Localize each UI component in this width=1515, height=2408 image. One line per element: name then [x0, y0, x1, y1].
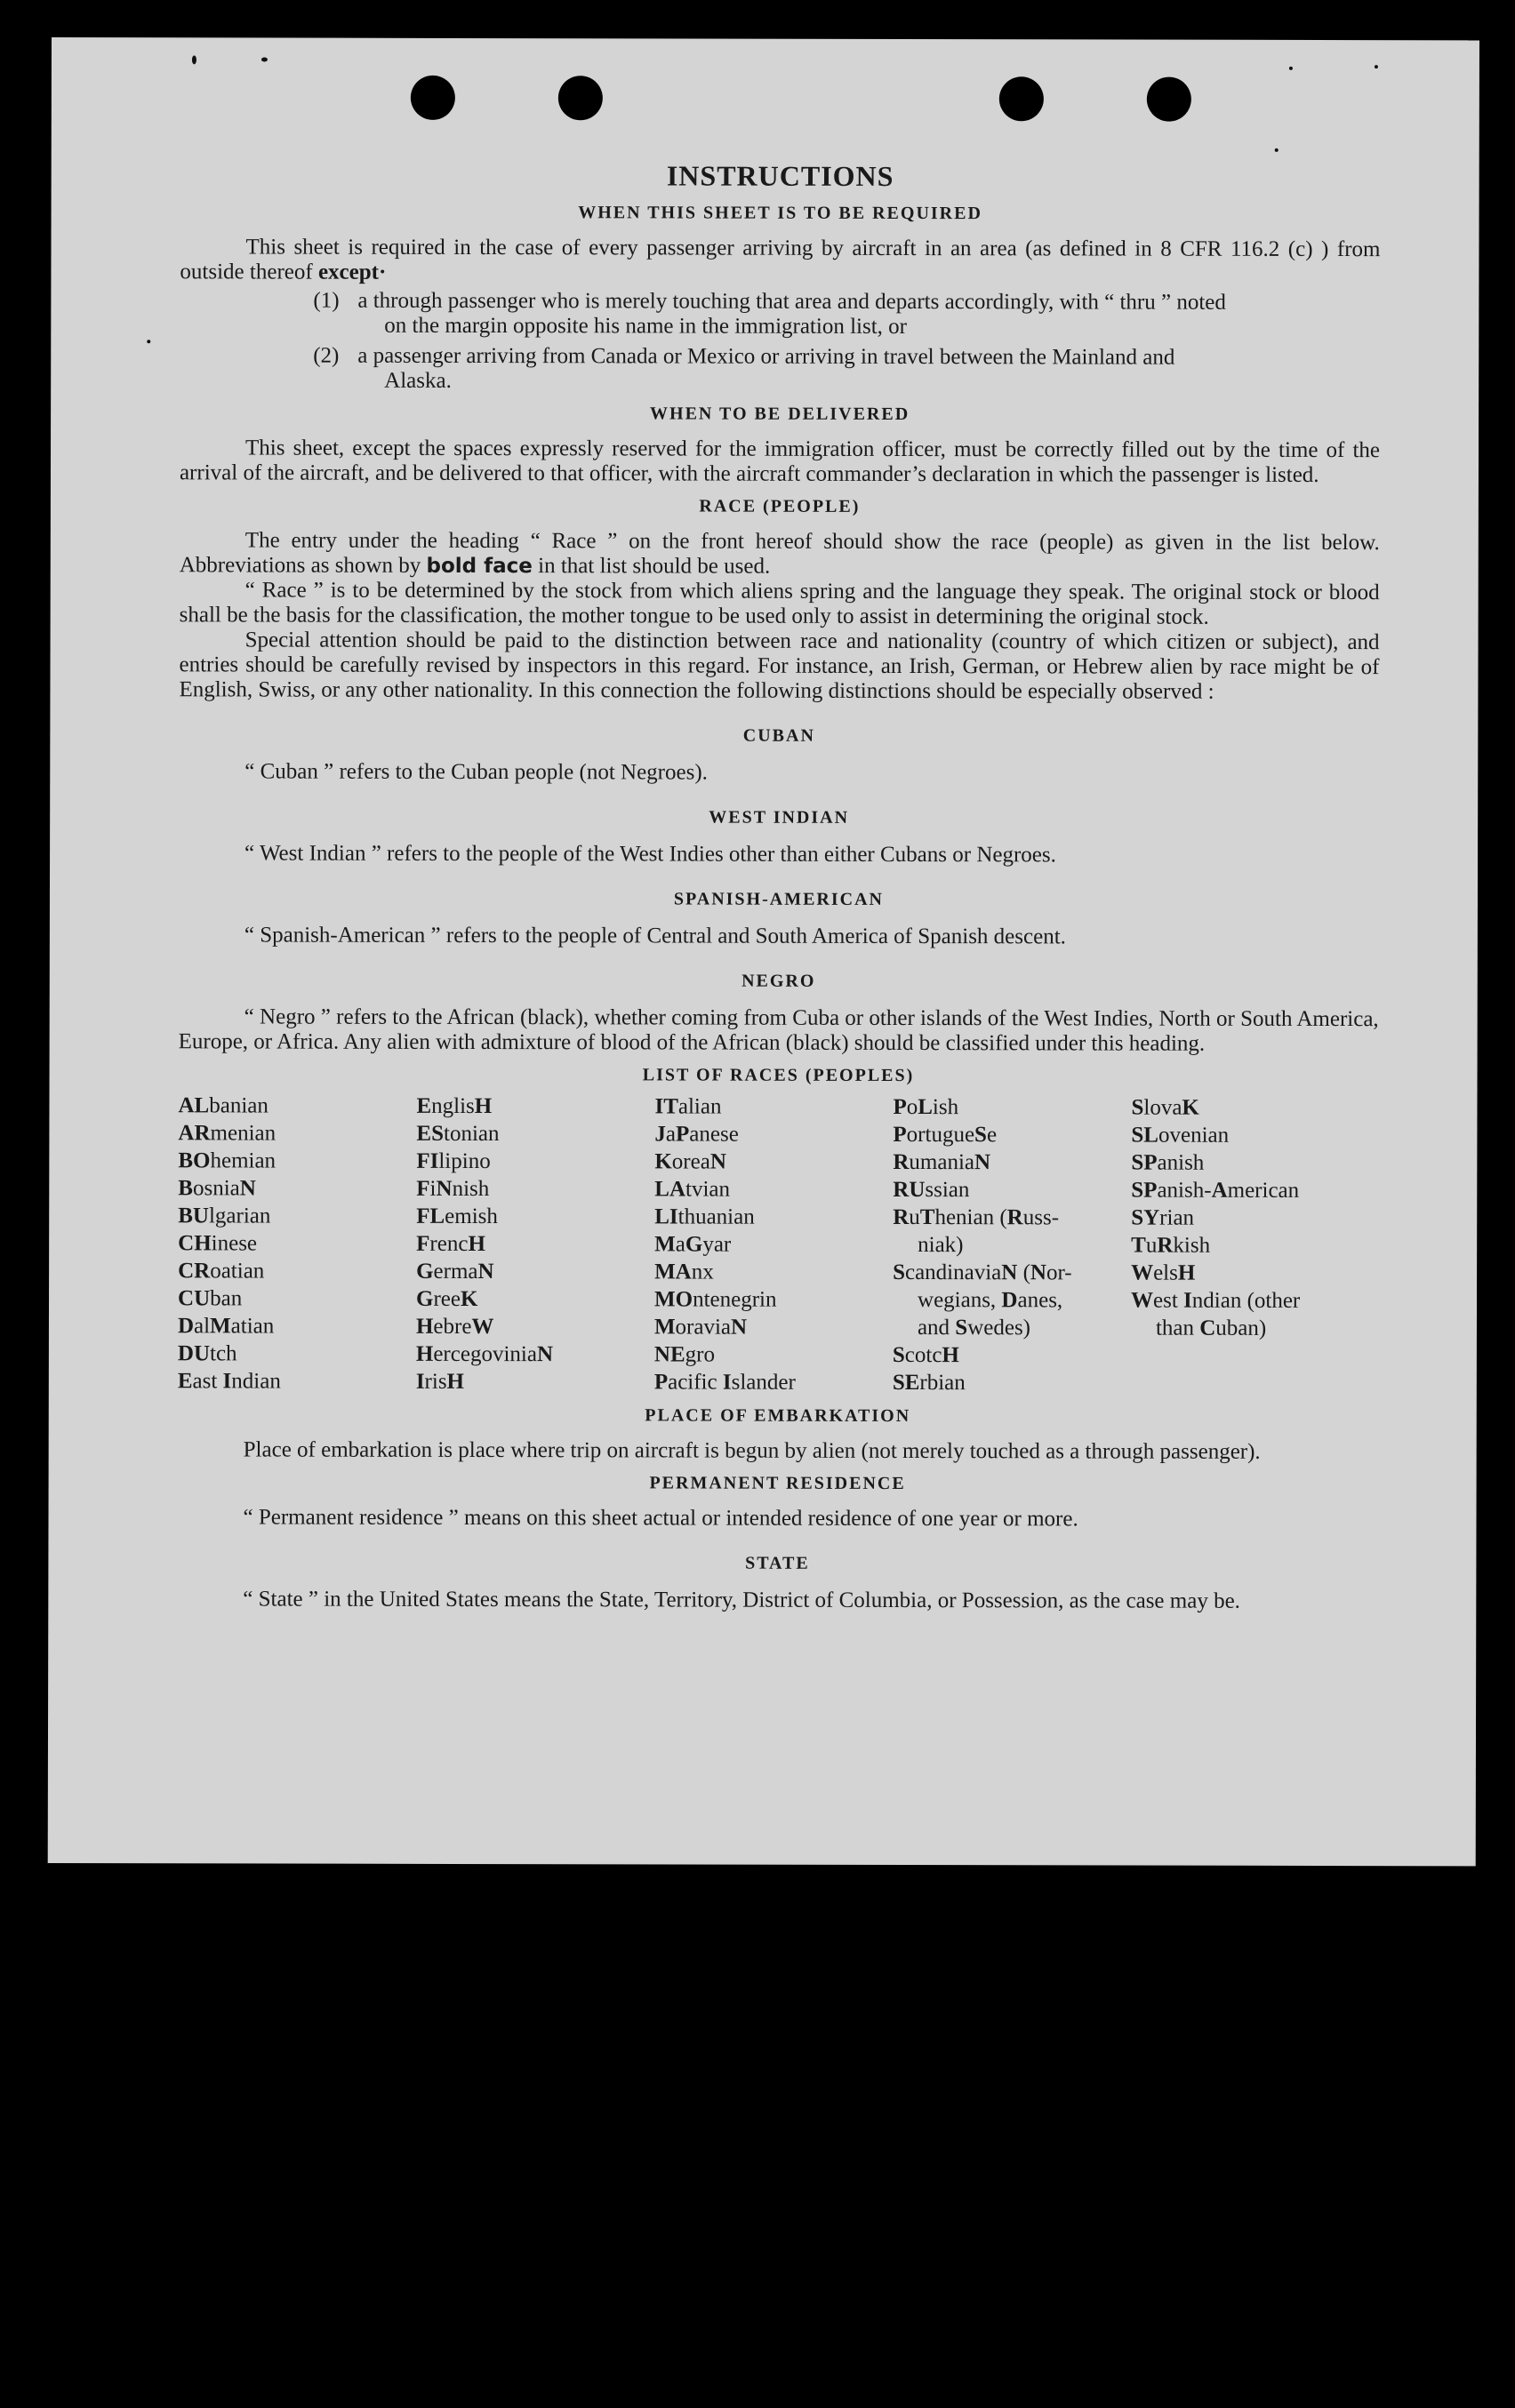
race-entry: ScandinaviaN (Nor-	[893, 1260, 1072, 1285]
heading-state: STATE	[745, 1553, 810, 1573]
west-indian-text: “ West Indian ” refers to the people of the West Indies other than either Cubans or Negroes.	[244, 841, 1056, 868]
heading-race: RACE (PEOPLE)	[699, 496, 861, 516]
item-text-continued: Alaska.	[384, 368, 452, 393]
item-text: a passenger arriving from Canada or Mexico or arriving in travel between the Mainland and	[357, 343, 1175, 370]
race-entry: FIlipino	[416, 1148, 491, 1174]
punch-hole	[558, 76, 603, 120]
race-entry: SPanish-American	[1131, 1178, 1300, 1203]
punch-hole	[411, 76, 455, 120]
race-entry: SYrian	[1131, 1205, 1195, 1230]
race-entry: ITalian	[654, 1094, 722, 1119]
race-entry: FiNnish	[416, 1176, 490, 1202]
race-entry: SlovaK	[1131, 1095, 1199, 1120]
race-entry: IrisH	[415, 1369, 465, 1394]
race-p1-post: in that list should be used.	[538, 554, 771, 579]
required-item-1	[313, 289, 1380, 341]
punch-hole	[999, 76, 1044, 121]
speck	[1375, 65, 1378, 68]
races-column	[1131, 1094, 1379, 1398]
required-intro-except: except	[317, 260, 380, 284]
races-list	[178, 1092, 1379, 1397]
heading-required: WHEN THIS SHEET IS TO BE REQUIRED	[578, 203, 982, 224]
document-sheet	[48, 37, 1479, 1866]
race-p1-text: The entry under the heading “ Race ” on the front hereof should show the race (people) as given in the list below. Abbreviations as shown by	[179, 528, 1380, 578]
race-entry: Pacific Islander	[653, 1370, 796, 1395]
race-entry: ScotcH	[892, 1342, 959, 1368]
embarkation-text: Place of embarkation is place where trip on aircraft is begun by alien (not merely touched as a through passenger).	[243, 1437, 1261, 1464]
races-column	[654, 1092, 894, 1396]
heading-negro: NEGRO	[741, 971, 816, 991]
race-entry: BosniaN	[178, 1176, 256, 1201]
race-entry: EStonian	[416, 1121, 500, 1147]
races-column	[178, 1092, 417, 1396]
race-entry: West Indian (other	[1130, 1288, 1301, 1313]
heading-delivered: WHEN TO BE DELIVERED	[650, 404, 910, 425]
race-entry: than Cuban)	[1155, 1316, 1267, 1340]
heading-cuban: CUBAN	[742, 725, 815, 746]
race-entry: PoLish	[893, 1094, 959, 1120]
negro-text: “ Negro ” refers to the African (black), whether coming from Cuba or other islands of the West Indies, North or South America, Europe, or Africa. Any alien with admixture of blood of the African (black) should be classified under this heading.	[178, 1004, 1379, 1056]
race-paragraph-2: “ Race ” is to be determined by the stock from which aliens spring and the language they speak. The original stock or blood shall be the basis for the classification, the mother tongue to be used only to assist in determining the original stock.	[179, 578, 1380, 629]
race-entry: EnglisH	[416, 1093, 493, 1119]
instructions-content	[177, 159, 1381, 1614]
race-entry: WelsH	[1131, 1260, 1196, 1285]
speck	[192, 55, 196, 64]
race-p1-bold: bold face	[426, 554, 533, 579]
race-entry: niak)	[918, 1233, 964, 1258]
race-entry: JaPanese	[654, 1122, 739, 1147]
speck	[1289, 67, 1293, 70]
spanish-american-text: “ Spanish-American ” refers to the people of Central and South America of Spanish descent.	[244, 923, 1066, 949]
item-text: a through passenger who is merely touching that area and departs accordingly, with “ thru ” noted	[357, 288, 1226, 315]
race-entry: CHinese	[178, 1231, 258, 1256]
item-text-continued: on the margin opposite his name in the immigration list, or	[384, 313, 908, 340]
race-entry: TuRkish	[1131, 1233, 1211, 1258]
required-item-2	[313, 344, 1380, 396]
heading-west-indian: WEST INDIAN	[709, 807, 850, 828]
race-entry: wegians, Danes,	[917, 1288, 1063, 1313]
race-entry: DalMatian	[177, 1314, 275, 1339]
race-entry: LAtvian	[654, 1177, 731, 1202]
races-column	[893, 1093, 1132, 1397]
speck	[1275, 148, 1279, 152]
race-entry: East Indian	[177, 1369, 281, 1394]
punch-hole	[1147, 77, 1191, 122]
required-intro-text: This sheet is required in the case of every passenger arriving by aircraft in an area (as defined in 8 CFR 116.2 (c) ) from outside thereof	[180, 235, 1381, 284]
race-entry: FrencH	[416, 1231, 485, 1257]
race-entry: BUlgarian	[178, 1204, 271, 1228]
race-entry: MAnx	[654, 1260, 714, 1284]
race-entry: LIthuanian	[654, 1204, 755, 1229]
race-entry: SPanish	[1131, 1150, 1205, 1175]
race-entry: ARmenian	[178, 1121, 277, 1146]
state-text: “ State ” in the United States means the State, Territory, District of Columbia, or Possession, as the case may be.	[243, 1587, 1240, 1613]
race-entry: SLovenian	[1131, 1123, 1230, 1148]
item-number: (1)	[313, 288, 340, 313]
race-entry: BOhemian	[178, 1148, 277, 1173]
race-paragraph-3: Special attention should be paid to the distinction between race and nationality (country of which citizen or subject), and entries should be carefully revised by inspectors in this regard. For instance, an Irish, German, or Hebrew alien by race might be of English, Swiss, or any other nationality. In this connection the following distinctions should be especially observed :	[179, 628, 1380, 704]
heading-embarkation: PLACE OF EMBARKATION	[645, 1405, 911, 1427]
speck	[261, 57, 268, 61]
page-title: INSTRUCTIONS	[666, 159, 894, 192]
race-entry: MoraviaN	[653, 1315, 748, 1340]
residence-text: “ Permanent residence ” means on this sheet actual or intended residence of one year or more.	[243, 1505, 1078, 1532]
race-entry: RumaniaN	[893, 1149, 991, 1175]
races-column	[416, 1092, 655, 1396]
cuban-text: “ Cuban ” refers to the Cuban people (not Negroes).	[244, 759, 708, 785]
speck	[147, 340, 150, 343]
race-entry: CRoatian	[178, 1259, 265, 1284]
heading-list-of-races: LIST OF RACES (PEOPLES)	[642, 1065, 915, 1086]
race-paragraph-1	[180, 528, 1380, 580]
race-entry: PortugueSe	[893, 1122, 998, 1148]
race-entry: MOntenegrin	[653, 1287, 777, 1312]
race-entry: HebreW	[415, 1314, 494, 1340]
item-number: (2)	[313, 343, 340, 368]
race-entry: KoreaN	[654, 1149, 726, 1174]
required-intro: This sheet is required in the case of every passenger arriving by aircraft in an area (as defined in 8 CFR 116.2 (c) ) from outside thereof except·	[180, 235, 1381, 284]
race-entry: ALbanian	[178, 1093, 269, 1118]
heading-spanish-american: SPANISH-AMERICAN	[673, 889, 885, 909]
race-entry: and Swedes)	[917, 1316, 1031, 1340]
race-entry: NEgro	[653, 1342, 716, 1367]
race-entry: GreeK	[415, 1286, 478, 1312]
race-entry: SErbian	[892, 1370, 966, 1396]
race-entry: HercegoviniaN	[415, 1341, 554, 1367]
race-entry: MaGyar	[654, 1232, 732, 1257]
race-entry: GermaN	[416, 1259, 494, 1284]
heading-residence: PERMANENT RESIDENCE	[649, 1473, 906, 1494]
delivered-text: This sheet, except the spaces expressly reserved for the immigration officer, must be correctly filled out by the time of the arrival of the aircraft, and be delivered to that officer, with the aircraft commander’s declaration in which the passenger is listed.	[179, 436, 1381, 487]
race-entry: RuThenian (Russ-	[893, 1204, 1060, 1230]
race-entry: FLemish	[416, 1204, 498, 1229]
race-entry: DUtch	[177, 1341, 237, 1366]
race-entry: CUban	[178, 1286, 243, 1311]
race-entry: RUssian	[893, 1177, 970, 1203]
